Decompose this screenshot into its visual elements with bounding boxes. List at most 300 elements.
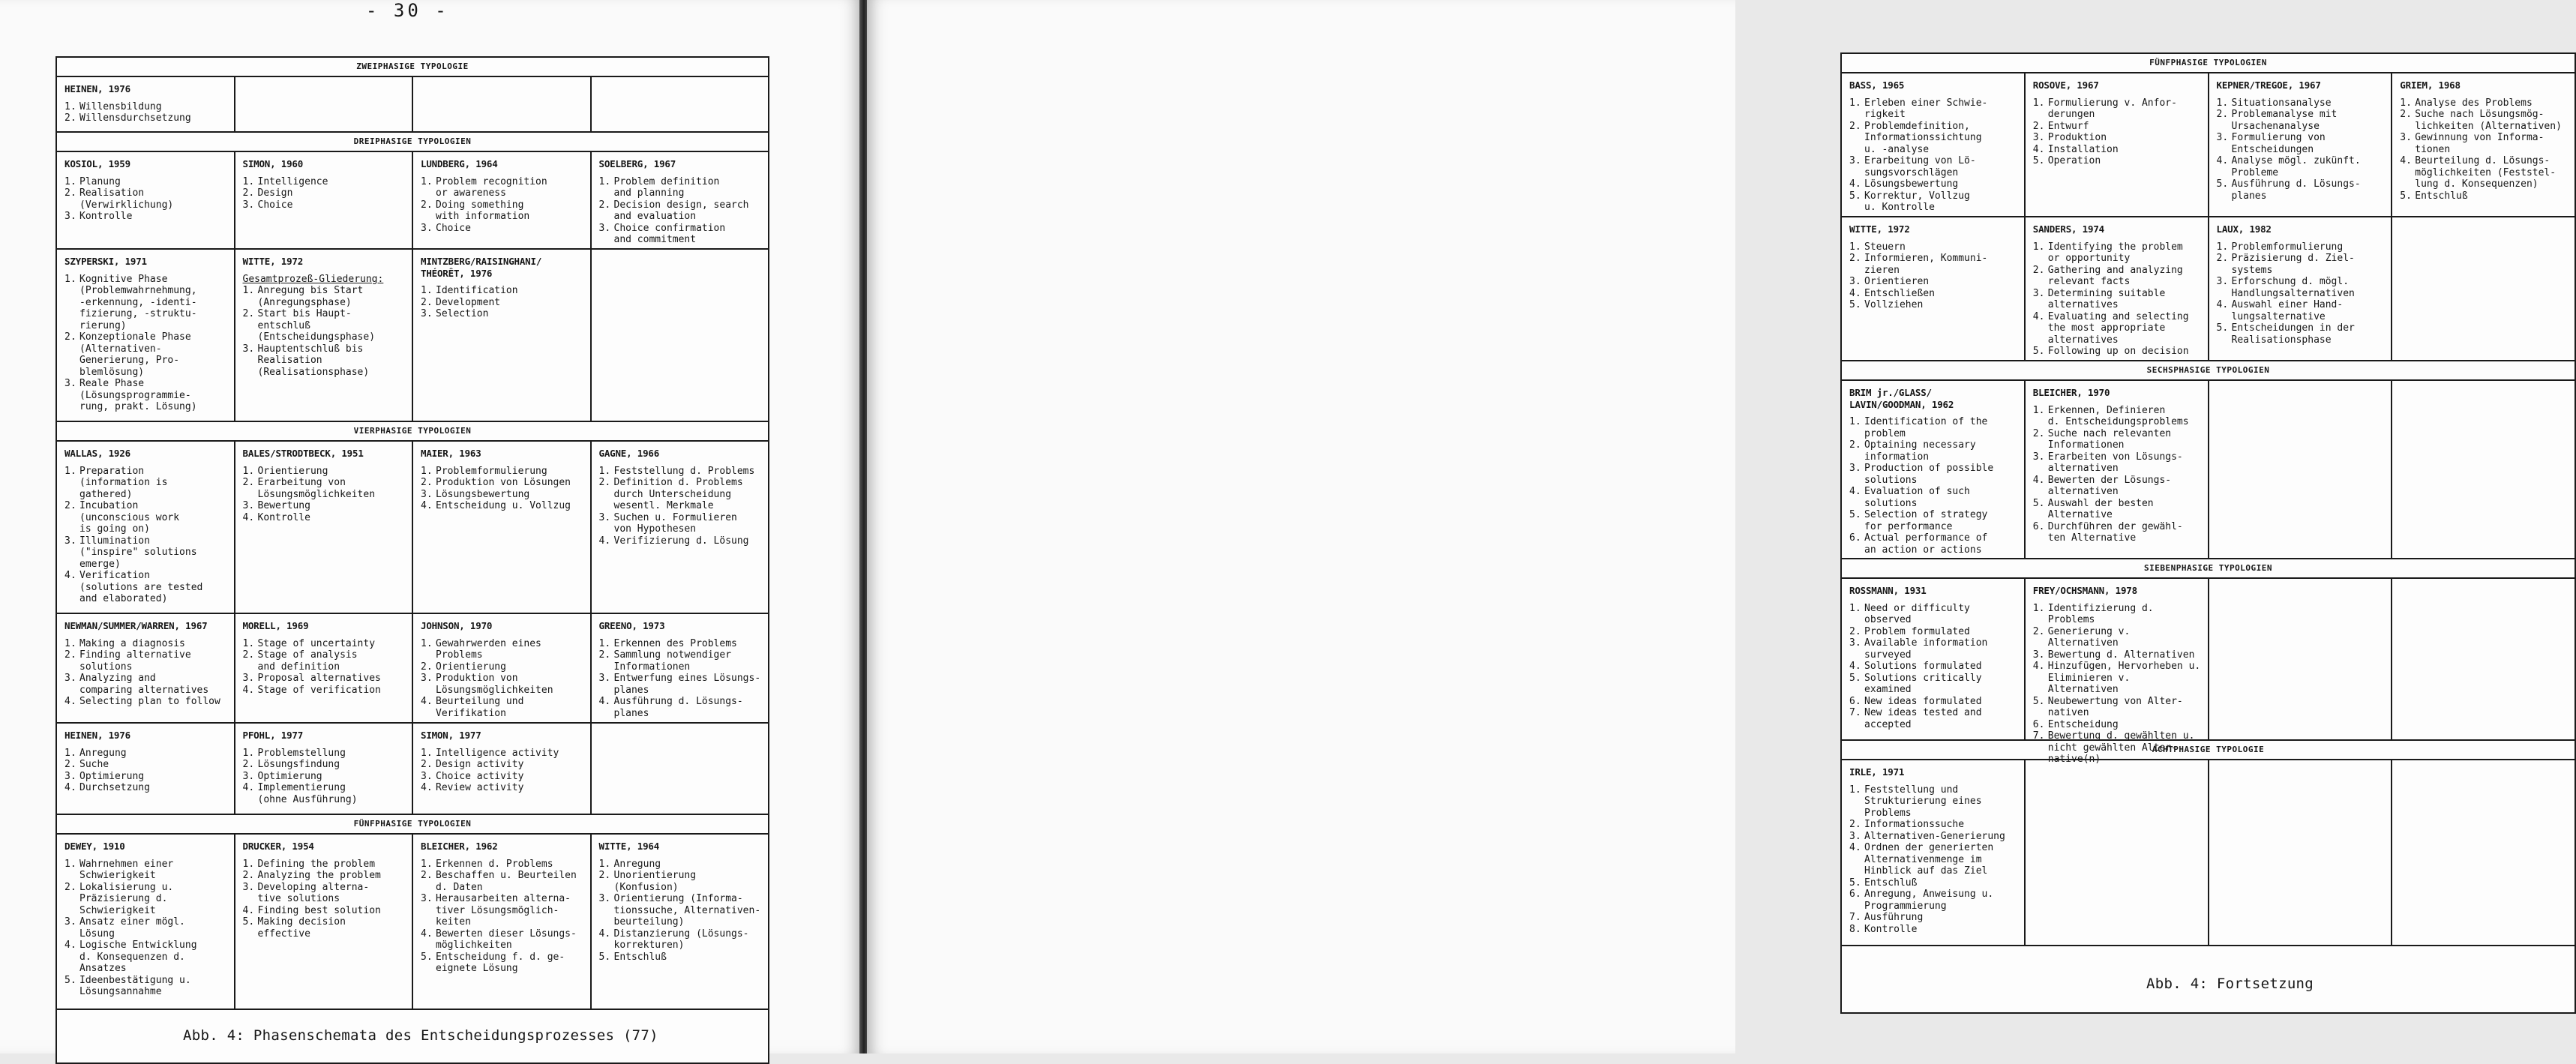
author-year: SOELBERG, 1967 [598, 158, 676, 169]
phase-text: Decision design, search and evaluation [613, 199, 749, 222]
phase-text: Sammlung notwendiger Informationen [613, 649, 732, 673]
phase-text: Entschließen [1864, 287, 1935, 299]
table-row [1842, 381, 2575, 559]
phase-item [64, 112, 229, 124]
author-year: LUNDBERG, 1964 [421, 158, 498, 169]
phase-text: Herausarbeiten alterna- tiver Lösungsmöglich- keiten [436, 893, 571, 928]
phase-text: Gathering and analyzing relevant facts [2047, 264, 2183, 287]
phase-item [64, 187, 229, 211]
phase-number: 2. [1849, 253, 1861, 264]
phase-number: 3. [1849, 463, 1861, 474]
phase-text: Illumination ("inspire" solutions emerge) [79, 535, 197, 570]
phase-number: 1. [2216, 97, 2229, 109]
phase-text: Erkennen des Problems [613, 637, 737, 649]
phase-text: Suche nach relevanten Informationen [2047, 427, 2172, 451]
empty-cell [2209, 579, 2393, 739]
phase-text: Bewertung d. Alternativen [2047, 649, 2195, 661]
phase-text: Selecting plan to follow [79, 696, 220, 707]
phase-item [64, 975, 229, 998]
page-number: - 30 - [366, 0, 449, 21]
phase-text: Review activity [436, 782, 524, 793]
typology-cell [413, 835, 592, 1009]
section-header: FÜNFPHASIGE TYPOLOGIEN [1842, 54, 2575, 73]
phase-text: Verifizierung d. Lösung [613, 535, 749, 547]
typology-cell [57, 614, 235, 722]
phase-text: Erkennen, Definieren d. Entscheidungsproblems [2047, 404, 2189, 427]
phase-item [243, 870, 408, 882]
phase-item [2400, 190, 2570, 202]
phase-text: Intelligence activity [436, 747, 559, 759]
phase-text: Analyzing the problem [257, 870, 381, 881]
phase-item [1849, 155, 2020, 178]
phase-text: Anregung, Anweisung u. Programmierung [1864, 889, 1994, 912]
phase-item [1849, 121, 2020, 156]
phase-text: Generierung v. Alternativen [2047, 625, 2137, 649]
phase-list [421, 859, 586, 975]
phase-text: Analyzing and comparing alternatives [79, 673, 209, 696]
typology-cell [57, 250, 235, 421]
phase-text: Identifizierung d. Problems [2047, 602, 2160, 625]
phase-text: Finding alternative solutions [79, 649, 191, 673]
phase-item [2033, 97, 2203, 121]
phase-item [243, 477, 408, 500]
phase-number: 4. [242, 904, 255, 916]
typology-cell [235, 835, 414, 1009]
phase-item [243, 285, 408, 308]
phase-text: Identification of the problem [1864, 416, 1988, 439]
phase-number: 4. [2032, 143, 2045, 155]
phase-number: 4. [421, 928, 433, 940]
empty-cell [2209, 760, 2393, 945]
phase-item [1849, 276, 2020, 288]
phase-number: 5. [64, 974, 76, 986]
phase-item [2400, 155, 2570, 190]
phase-text: Bewerten der Lösungs- alternativen [2047, 474, 2172, 497]
phase-item [64, 101, 229, 113]
phase-text: Hauptentschluß bis Realisation (Realisationsphase) [257, 343, 370, 378]
author-year: MORELL, 1969 [242, 620, 309, 631]
phase-text: Durchführen der gewähl- ten Alternative [2047, 520, 2183, 544]
phase-item [243, 685, 408, 697]
phase-number: 6. [1849, 695, 1861, 707]
phase-list [421, 176, 586, 235]
phase-text: Ausführung d. Lösungs- planes [2231, 178, 2361, 202]
phase-text: Präzisierung d. Ziel- systems [2231, 253, 2355, 276]
phase-text: Logische Entwicklung d. Konsequenzen d. Ansatzes [79, 940, 197, 974]
right-page [867, 0, 2562, 1054]
phase-item [421, 176, 586, 199]
author-year: SANDERS, 1974 [2032, 223, 2104, 235]
phase-number: 5. [1849, 877, 1861, 889]
typology-cell [57, 835, 235, 1009]
phase-item [2217, 178, 2387, 202]
phase-item [421, 661, 586, 673]
phase-number: 2. [242, 870, 255, 881]
phase-item [2217, 241, 2387, 253]
phase-item [421, 199, 586, 223]
phase-number: 1. [421, 637, 433, 649]
phase-text: Auswahl einer Hand- lungsalternative [2231, 299, 2344, 322]
phase-number: 3. [64, 535, 76, 547]
phase-text: Produktion [2047, 132, 2107, 143]
phase-item [421, 308, 586, 320]
phase-item [421, 782, 586, 794]
phase-item [599, 638, 764, 650]
phase-item [243, 905, 408, 917]
left-page [0, 0, 861, 1054]
phase-text: Optimierung [257, 770, 322, 782]
phase-text: Situationsanalyse [2231, 97, 2332, 109]
author-year: KOSIOL, 1959 [64, 158, 130, 169]
phase-number: 3. [2216, 132, 2229, 143]
author-year: HEINEN, 1976 [64, 83, 130, 94]
author-year: DEWEY, 1910 [64, 841, 125, 852]
phase-number: 2. [242, 187, 255, 199]
phase-item [599, 477, 764, 512]
phase-text: Gewinnung von Informa- tionen [2415, 132, 2545, 155]
phase-item [421, 638, 586, 661]
phase-text: Entscheidung [2047, 718, 2119, 730]
phase-text: Entschluß [1864, 877, 1918, 889]
phase-text: Optimierung [79, 770, 145, 782]
phase-item [243, 673, 408, 685]
phase-text: Problem formulated [1864, 625, 1970, 637]
phase-item [243, 176, 408, 188]
phase-text: Erarbeitung von Lösungsmöglichkeiten [257, 477, 376, 500]
phase-list [1849, 416, 2020, 556]
phase-number: 4. [421, 782, 433, 793]
right-typology-grid [1842, 54, 2575, 946]
phase-text: Lösungsbewertung [436, 488, 530, 500]
phase-list [599, 859, 764, 964]
phase-number: 2. [421, 759, 433, 770]
phase-number: 1. [2032, 404, 2045, 416]
phase-text: Orientierung [436, 661, 506, 673]
empty-cell [413, 77, 592, 131]
phase-number: 5. [1849, 190, 1861, 202]
phase-list [1849, 784, 2020, 936]
phase-text: Analyse des Problems [2415, 97, 2533, 109]
phase-number: 3. [242, 199, 255, 211]
phase-text: Beurteilung und Verifikation [436, 696, 524, 719]
phase-text: Bewertung d. gewählten u. nicht gewählten Alter- native(n) [2047, 730, 2195, 765]
phase-item [2217, 322, 2387, 346]
phase-number: 3. [2032, 649, 2045, 661]
phase-text: Lokalisierung u. Präzisierung d. Schwierigkeit [79, 881, 174, 916]
phase-text: Entschluß [2415, 190, 2468, 202]
phase-item [243, 649, 408, 673]
phase-number: 3. [1849, 155, 1861, 166]
phase-text: Stage of uncertainty [257, 637, 376, 649]
phase-list [2217, 97, 2387, 202]
phase-item [2033, 132, 2203, 144]
phase-number: 5. [2216, 178, 2229, 190]
phase-item [2400, 132, 2570, 155]
phase-item [243, 882, 408, 905]
phase-text: Unorientierung (Konfusion) [613, 870, 702, 893]
phase-item [2033, 241, 2203, 265]
phase-number: 2. [242, 477, 255, 488]
phase-item [421, 771, 586, 783]
phase-item [599, 870, 764, 893]
typology-cell [1842, 381, 2026, 558]
phase-number: 2. [64, 759, 76, 770]
phase-text: Entwurf [2047, 120, 2089, 132]
left-typology-grid [57, 58, 768, 1010]
phase-item [599, 859, 764, 871]
phase-number: 1. [421, 465, 433, 477]
phase-item [2033, 719, 2203, 731]
phase-number: 1. [242, 175, 255, 187]
phase-number: 5. [2032, 346, 2045, 357]
phase-item [421, 696, 586, 719]
phase-number: 4. [64, 570, 76, 581]
phase-item [2217, 299, 2387, 322]
empty-cell [235, 77, 414, 131]
phase-item [2033, 405, 2203, 428]
phase-text: Selection [436, 308, 489, 319]
phase-text: Orientieren [1864, 276, 1930, 287]
phase-text: Available information surveyed [1864, 637, 1988, 661]
phase-text: Preparation (information is gathered) [79, 465, 168, 500]
typology-cell [57, 152, 235, 248]
phase-item [1849, 924, 2020, 936]
phase-item [2033, 428, 2203, 451]
empty-cell [592, 724, 769, 814]
phase-item [2217, 155, 2387, 178]
typology-cell [1842, 760, 2026, 945]
phase-list [64, 859, 229, 998]
author-year: SZYPERSKI, 1971 [64, 256, 147, 267]
right-caption: Abb. 4: Fortsetzung [2146, 976, 2314, 992]
phase-item [421, 223, 586, 235]
phase-item [64, 570, 229, 605]
section-header: SECHSPHASIGE TYPOLOGIEN [1842, 361, 2575, 381]
author-year: BLEICHER, 1970 [2032, 387, 2110, 398]
phase-text: Entschluß [613, 951, 667, 963]
phase-text: Proposal alternatives [257, 673, 381, 684]
phase-list [421, 285, 586, 320]
phase-number: 4. [2216, 155, 2229, 166]
phase-item [243, 859, 408, 871]
phase-item [599, 223, 764, 246]
phase-list [421, 748, 586, 794]
phase-number: 5. [598, 951, 611, 963]
typology-cell [2026, 73, 2209, 216]
author-year: GREENO, 1973 [598, 620, 665, 631]
phase-text: Reale Phase (Lösungsprogrammie- rung, prakt. Lösung) [79, 378, 197, 412]
author-year: FREY/OCHSMANN, 1978 [2032, 585, 2137, 596]
phase-text: Problemstellung [257, 747, 346, 759]
phase-number: 3. [598, 673, 611, 684]
phase-item [421, 489, 586, 501]
phase-text: Entscheidung f. d. ge- eignete Lösung [436, 951, 565, 974]
phase-text: Problem recognition or awareness [436, 175, 547, 199]
empty-cell [2209, 381, 2393, 558]
phase-text: Doing something with information [436, 199, 530, 222]
phase-item [243, 308, 408, 343]
phase-number: 2. [2216, 253, 2229, 264]
phase-number: 1. [598, 858, 611, 870]
phase-number: 4. [1849, 178, 1861, 190]
author-year: WITTE, 1972 [242, 256, 304, 267]
phase-number: 1. [421, 858, 433, 870]
phase-text: New ideas tested and accepted [1864, 707, 1982, 730]
phase-number: 7. [1849, 912, 1861, 923]
table-row [1842, 73, 2575, 217]
phase-item [599, 928, 764, 952]
phase-text: Production of possible solutions [1864, 463, 1994, 486]
author-year: IRLE, 1971 [1849, 766, 1905, 778]
typology-cell [57, 77, 235, 131]
phase-item [421, 500, 586, 512]
phase-number: 4. [421, 696, 433, 707]
phase-item [1849, 637, 2020, 661]
phase-list [599, 466, 764, 547]
phase-number: 4. [598, 535, 611, 547]
phase-item [64, 331, 229, 378]
phase-text: Making decision effective [257, 916, 346, 940]
phase-list [599, 176, 764, 246]
typology-cell [592, 152, 769, 248]
typology-cell [413, 724, 592, 814]
phase-text: Feststellung und Strukturierung eines Problems [1864, 784, 1982, 819]
phase-text: Suche nach Lösungsmög- lichkeiten (Alternativen) [2415, 109, 2562, 132]
phase-item [599, 512, 764, 535]
phase-text: Evaluation of such solutions [1864, 486, 1970, 509]
phase-text: Design [257, 187, 293, 199]
phase-number: 2. [1849, 819, 1861, 830]
phase-number: 4. [64, 940, 76, 951]
typology-cell [413, 152, 592, 248]
phase-item [243, 748, 408, 760]
section-header: ACHTPHASIGE TYPOLOGIE [1842, 741, 2575, 760]
phase-text: Anregung bis Start (Anregungsphase) [257, 285, 364, 308]
phase-item [64, 673, 229, 696]
typology-cell [592, 835, 769, 1009]
table-row [57, 152, 768, 250]
phase-number: 4. [1849, 287, 1861, 299]
empty-cell [2392, 760, 2575, 945]
phase-text: Entwerfung eines Lösungs- planes [613, 673, 761, 696]
phase-number: 1. [421, 175, 433, 187]
phase-item [421, 748, 586, 760]
phase-text: Solutions formulated [1864, 661, 1982, 672]
phase-text: Problemanalyse mit Ursachenanalyse [2231, 109, 2338, 132]
phase-text: Installation [2047, 143, 2119, 155]
phase-text: Stage of analysis and definition [257, 649, 358, 673]
phase-text: Orientierung [257, 465, 328, 477]
phase-text: Kontrolle [1864, 923, 1918, 935]
phase-item [243, 199, 408, 211]
phase-list [2033, 241, 2203, 358]
author-year: SIMON, 1960 [242, 158, 304, 169]
phase-text: Defining the problem [257, 858, 376, 870]
phase-item [1849, 253, 2020, 276]
phase-item [2033, 144, 2203, 156]
phase-item [421, 952, 586, 975]
typology-cell [57, 442, 235, 613]
empty-cell [2392, 217, 2575, 360]
phase-number: 3. [421, 488, 433, 500]
phase-list [1849, 241, 2020, 311]
phase-item [64, 696, 229, 708]
phase-text: Entscheidung u. Vollzug [436, 500, 571, 511]
phase-number: 5. [1849, 299, 1861, 310]
phase-number: 1. [242, 285, 255, 296]
phase-text: Operation [2047, 155, 2101, 166]
phase-text: Kontrolle [257, 511, 310, 523]
phase-number: 6. [1849, 889, 1861, 900]
phase-number: 4. [2032, 474, 2045, 486]
phase-number: 1. [421, 285, 433, 296]
phase-item [2033, 696, 2203, 719]
phase-text: Gewahrwerden eines Problems [436, 637, 541, 661]
phase-number: 3. [598, 893, 611, 904]
phase-item [1849, 877, 2020, 889]
phase-item [1849, 784, 2020, 820]
phase-item [599, 673, 764, 696]
phase-item [599, 466, 764, 478]
phase-text: Produktion von Lösungen [436, 477, 571, 488]
author-year: BALES/STRODTBECK, 1951 [242, 448, 364, 459]
phase-number: 1. [2032, 241, 2045, 253]
phase-number: 2. [64, 187, 76, 199]
phase-item [2033, 155, 2203, 167]
phase-item [64, 378, 229, 413]
phase-item [64, 882, 229, 917]
phase-number: 1. [242, 747, 255, 759]
phase-number: 2. [242, 759, 255, 770]
phase-item [243, 771, 408, 783]
phase-number: 4. [64, 782, 76, 793]
author-year: WALLAS, 1926 [64, 448, 130, 459]
cell-subheading: Gesamtprozeß-Gliederung: [242, 273, 384, 285]
phase-number: 4. [2032, 310, 2045, 322]
phase-number: 2. [242, 649, 255, 661]
phase-text: Following up on decision [2047, 346, 2189, 357]
phase-list [64, 638, 229, 708]
phase-list [64, 466, 229, 605]
phase-item [243, 782, 408, 805]
phase-number: 1. [421, 747, 433, 759]
phase-number: 1. [64, 637, 76, 649]
typology-cell [2026, 381, 2209, 558]
phase-text: Alternativen-Generierung [1864, 830, 2005, 842]
typology-cell [235, 250, 414, 421]
phase-number: 5. [2032, 695, 2045, 707]
phase-text: Ideenbestätigung u. Lösungsannahme [79, 974, 191, 997]
typology-cell [1842, 217, 2026, 360]
phase-item [1849, 912, 2020, 924]
typology-cell [1842, 579, 2026, 739]
phase-number: 5. [421, 951, 433, 963]
phase-text: Evaluating and selecting the most appropriate alternatives [2047, 310, 2189, 346]
phase-number: 4. [1849, 486, 1861, 497]
phase-item [64, 759, 229, 771]
phase-text: Formulierung von Entscheidungen [2231, 132, 2326, 155]
phase-text: Erleben einer Schwie- rigkeit [1864, 97, 1988, 120]
table-row [1842, 760, 2575, 946]
phase-text: Beurteilung d. Lösungs- möglichkeiten (Feststel- lung d. Konsequenzen) [2415, 155, 2557, 190]
phase-item [1849, 819, 2020, 831]
phase-number: 2. [1849, 625, 1861, 637]
phase-text: Implementierung (ohne Ausführung) [257, 782, 358, 805]
phase-number: 3. [421, 770, 433, 782]
phase-number: 3. [1849, 830, 1861, 842]
phase-text: Durchsetzung [79, 782, 150, 793]
author-year: KEPNER/TREGOE, 1967 [2216, 79, 2321, 91]
